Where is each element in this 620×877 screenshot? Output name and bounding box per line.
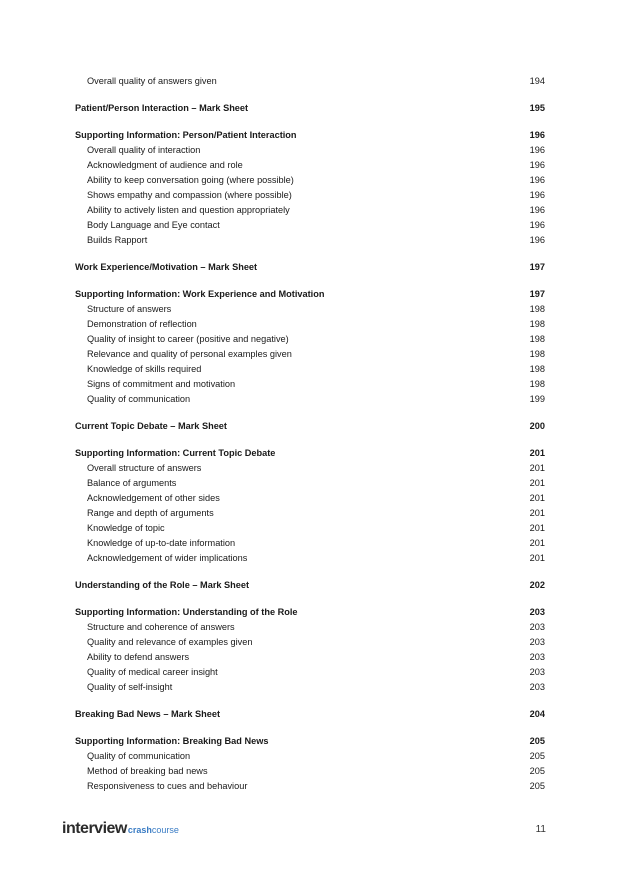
toc-entry-label: Overall quality of interaction	[87, 145, 201, 155]
logo-word-crash: crash	[127, 825, 152, 835]
toc-heading-row[interactable]	[75, 605, 545, 620]
toc-page-number: 203	[529, 682, 545, 692]
toc-entry-row[interactable]	[75, 347, 545, 362]
toc-entry-row[interactable]	[75, 461, 545, 476]
toc-page-number: 201	[529, 553, 545, 563]
toc-entry-label: Acknowledgement of wider implications	[87, 553, 248, 563]
toc-entry-row[interactable]	[75, 506, 545, 521]
toc-entry-label: Demonstration of reflection	[87, 319, 197, 329]
toc-entry-label: Supporting Information: Work Experience and Motivation	[75, 289, 325, 299]
toc-entry-label: Knowledge of up-to-date information	[87, 538, 236, 548]
toc-entry-label: Quality of medical career insight	[87, 667, 218, 677]
toc-page-number: 204	[529, 709, 545, 719]
toc-entry-label: Overall quality of answers given	[87, 76, 217, 86]
interview-crashcourse-logo	[62, 820, 179, 838]
toc-page-number: 205	[529, 736, 545, 746]
toc-entry-row[interactable]	[75, 362, 545, 377]
toc-page-number: 203	[529, 652, 545, 662]
toc-page-number: 205	[529, 781, 545, 791]
toc-entry-row[interactable]	[75, 749, 545, 764]
toc-entry-row[interactable]	[75, 377, 545, 392]
toc-page-number: 196	[529, 190, 545, 200]
toc-entry-row[interactable]	[75, 332, 545, 347]
toc-entry-label: Current Topic Debate – Mark Sheet	[75, 421, 227, 431]
toc-page-number: 205	[529, 751, 545, 761]
toc-entry-label: Range and depth of arguments	[87, 508, 214, 518]
toc-entry-row[interactable]	[75, 143, 545, 158]
toc-heading-row[interactable]	[75, 734, 545, 749]
toc-entry-label: Knowledge of skills required	[87, 364, 202, 374]
toc-entry-label: Quality of communication	[87, 751, 191, 761]
toc-entry-row[interactable]	[75, 551, 545, 566]
toc-entry-row[interactable]	[75, 74, 545, 89]
toc-entry-label: Quality of self-insight	[87, 682, 173, 692]
table-of-contents	[75, 74, 545, 794]
toc-entry-label: Body Language and Eye contact	[87, 220, 220, 230]
toc-heading-row[interactable]	[75, 128, 545, 143]
toc-entry-row[interactable]	[75, 779, 545, 794]
toc-page-number: 196	[529, 205, 545, 215]
toc-entry-label: Signs of commitment and motivation	[87, 379, 236, 389]
toc-entry-label: Supporting Information: Person/Patient Interaction	[75, 130, 297, 140]
toc-page-number: 198	[529, 379, 545, 389]
toc-entry-row[interactable]	[75, 536, 545, 551]
toc-entry-row[interactable]	[75, 665, 545, 680]
toc-page-number: 196	[529, 145, 545, 155]
toc-entry-row[interactable]	[75, 233, 545, 248]
toc-heading-row[interactable]	[75, 578, 545, 593]
toc-entry-label: Builds Rapport	[87, 235, 148, 245]
toc-entry-label: Understanding of the Role – Mark Sheet	[75, 580, 250, 590]
toc-entry-label: Supporting Information: Breaking Bad News	[75, 736, 269, 746]
toc-entry-row[interactable]	[75, 521, 545, 536]
toc-entry-row[interactable]	[75, 317, 545, 332]
toc-page-number: 198	[529, 364, 545, 374]
toc-entry-label: Breaking Bad News – Mark Sheet	[75, 709, 221, 719]
logo-word-interview: interview	[62, 820, 127, 837]
toc-page-number: 196	[529, 160, 545, 170]
toc-entry-label: Balance of arguments	[87, 478, 177, 488]
toc-entry-row[interactable]	[75, 188, 545, 203]
toc-page-number: 202	[529, 580, 545, 590]
toc-page-number: 203	[529, 622, 545, 632]
toc-entry-row[interactable]	[75, 635, 545, 650]
toc-entry-label: Quality of communication	[87, 394, 191, 404]
toc-entry-label: Acknowledgment of audience and role	[87, 160, 243, 170]
page-footer	[62, 820, 546, 840]
toc-entry-label: Ability to keep conversation going (where possible)	[87, 175, 294, 185]
toc-heading-row[interactable]	[75, 287, 545, 302]
toc-entry-row[interactable]	[75, 203, 545, 218]
toc-entry-row[interactable]	[75, 650, 545, 665]
toc-entry-label: Ability to actively listen and question appropriately	[87, 205, 290, 215]
toc-page-number: 200	[529, 421, 545, 431]
toc-page-number: 201	[529, 478, 545, 488]
toc-entry-label: Acknowledgement of other sides	[87, 493, 220, 503]
toc-page-number: 197	[529, 262, 545, 272]
toc-page-number: 196	[529, 175, 545, 185]
toc-page-number: 199	[529, 394, 545, 404]
toc-page-number: 196	[529, 130, 545, 140]
toc-heading-row[interactable]	[75, 707, 545, 722]
toc-entry-label: Method of breaking bad news	[87, 766, 208, 776]
toc-page-number: 205	[529, 766, 545, 776]
toc-page-number: 198	[529, 304, 545, 314]
toc-heading-row[interactable]	[75, 446, 545, 461]
toc-entry-row[interactable]	[75, 173, 545, 188]
toc-entry-label: Supporting Information: Understanding of the Role	[75, 607, 298, 617]
toc-page-number: 196	[529, 235, 545, 245]
toc-entry-row[interactable]	[75, 620, 545, 635]
toc-page-number: 198	[529, 349, 545, 359]
toc-page-number: 203	[529, 667, 545, 677]
toc-page-number: 196	[529, 220, 545, 230]
toc-page-number: 201	[529, 448, 545, 458]
toc-entry-row[interactable]	[75, 158, 545, 173]
toc-entry-label: Quality of insight to career (positive and negative)	[87, 334, 289, 344]
toc-entry-label: Structure and coherence of answers	[87, 622, 235, 632]
toc-entry-label: Structure of answers	[87, 304, 172, 314]
toc-page-number: 195	[529, 103, 545, 113]
toc-entry-label: Patient/Person Interaction – Mark Sheet	[75, 103, 249, 113]
toc-entry-row[interactable]	[75, 680, 545, 695]
toc-entry-label: Overall structure of answers	[87, 463, 202, 473]
toc-entry-label: Ability to defend answers	[87, 652, 190, 662]
toc-page-number: 201	[529, 523, 545, 533]
toc-page-number: 198	[529, 319, 545, 329]
toc-page-number: 197	[529, 289, 545, 299]
toc-entry-row[interactable]	[75, 392, 545, 407]
toc-page-number: 201	[529, 508, 545, 518]
logo-word-course: course	[151, 825, 179, 835]
toc-entry-label: Work Experience/Motivation – Mark Sheet	[75, 262, 258, 272]
page-number: 11	[535, 824, 546, 835]
toc-entry-label: Responsiveness to cues and behaviour	[87, 781, 248, 791]
toc-entry-label: Quality and relevance of examples given	[87, 637, 253, 647]
toc-entry-label: Knowledge of topic	[87, 523, 165, 533]
toc-entry-row[interactable]	[75, 491, 545, 506]
toc-entry-row[interactable]	[75, 476, 545, 491]
toc-entry-row[interactable]	[75, 302, 545, 317]
toc-page-number: 198	[529, 334, 545, 344]
toc-entry-label: Relevance and quality of personal examples given	[87, 349, 292, 359]
toc-page-number: 203	[529, 637, 545, 647]
toc-page-number: 201	[529, 463, 545, 473]
toc-heading-row[interactable]	[75, 260, 545, 275]
toc-entry-row[interactable]	[75, 218, 545, 233]
toc-page-number: 201	[529, 538, 545, 548]
toc-page-number: 201	[529, 493, 545, 503]
toc-entry-row[interactable]	[75, 764, 545, 779]
toc-page-number: 194	[529, 76, 545, 86]
toc-heading-row[interactable]	[75, 419, 545, 434]
toc-entry-label: Shows empathy and compassion (where possible)	[87, 190, 292, 200]
toc-page-number: 203	[529, 607, 545, 617]
toc-heading-row[interactable]	[75, 101, 545, 116]
toc-entry-label: Supporting Information: Current Topic Debate	[75, 448, 276, 458]
